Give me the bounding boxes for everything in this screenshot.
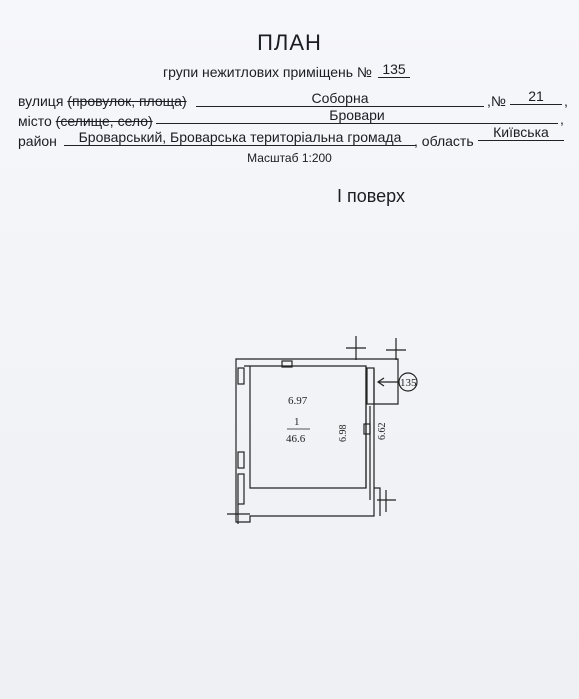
street-struck-options: (провулок, площа) bbox=[67, 93, 187, 109]
scale-text: Масштаб 1:200 bbox=[247, 151, 332, 165]
region-field: Київська bbox=[478, 124, 564, 141]
district-field: Броварський, Броварська територіальна громада bbox=[64, 129, 416, 146]
room-number-label: 1 bbox=[294, 416, 300, 428]
building-number-field: 21 bbox=[510, 88, 562, 105]
street-field: Соборна bbox=[196, 90, 484, 107]
document-title: ПЛАН bbox=[257, 30, 322, 55]
room-width-label: 6.97 bbox=[288, 395, 308, 407]
subtitle-prefix: групи нежитлових приміщень № bbox=[163, 64, 372, 80]
district-label: район bbox=[18, 133, 57, 149]
number-label: ,№ bbox=[487, 93, 506, 109]
city-suffix: , bbox=[560, 111, 564, 127]
axis-tick bbox=[386, 338, 406, 360]
door-mark bbox=[364, 424, 370, 434]
window-mark bbox=[238, 474, 244, 504]
axis-tick bbox=[346, 336, 366, 360]
corridor-height-label: 6.62 bbox=[377, 422, 388, 440]
region-label: , область bbox=[414, 133, 474, 149]
entrance-mark bbox=[374, 488, 380, 516]
room-height-label: 6.98 bbox=[338, 424, 349, 442]
stair-box bbox=[367, 368, 374, 404]
street-label: вулиця bbox=[18, 93, 64, 109]
plan-marker-arrow bbox=[378, 378, 399, 386]
window-mark bbox=[238, 368, 244, 384]
axis-tick bbox=[227, 504, 250, 524]
plan-marker-label: 135 bbox=[400, 377, 417, 389]
city-struck-options: (селище, село) bbox=[55, 113, 153, 129]
window-mark bbox=[238, 452, 244, 468]
floor-label: I поверх bbox=[337, 186, 405, 206]
city-label: місто bbox=[18, 113, 52, 129]
number-suffix: , bbox=[564, 93, 568, 109]
room-area-label: 46.6 bbox=[286, 433, 306, 445]
group-number-field: 135 bbox=[378, 61, 410, 78]
city-field: Бровари bbox=[156, 107, 558, 124]
